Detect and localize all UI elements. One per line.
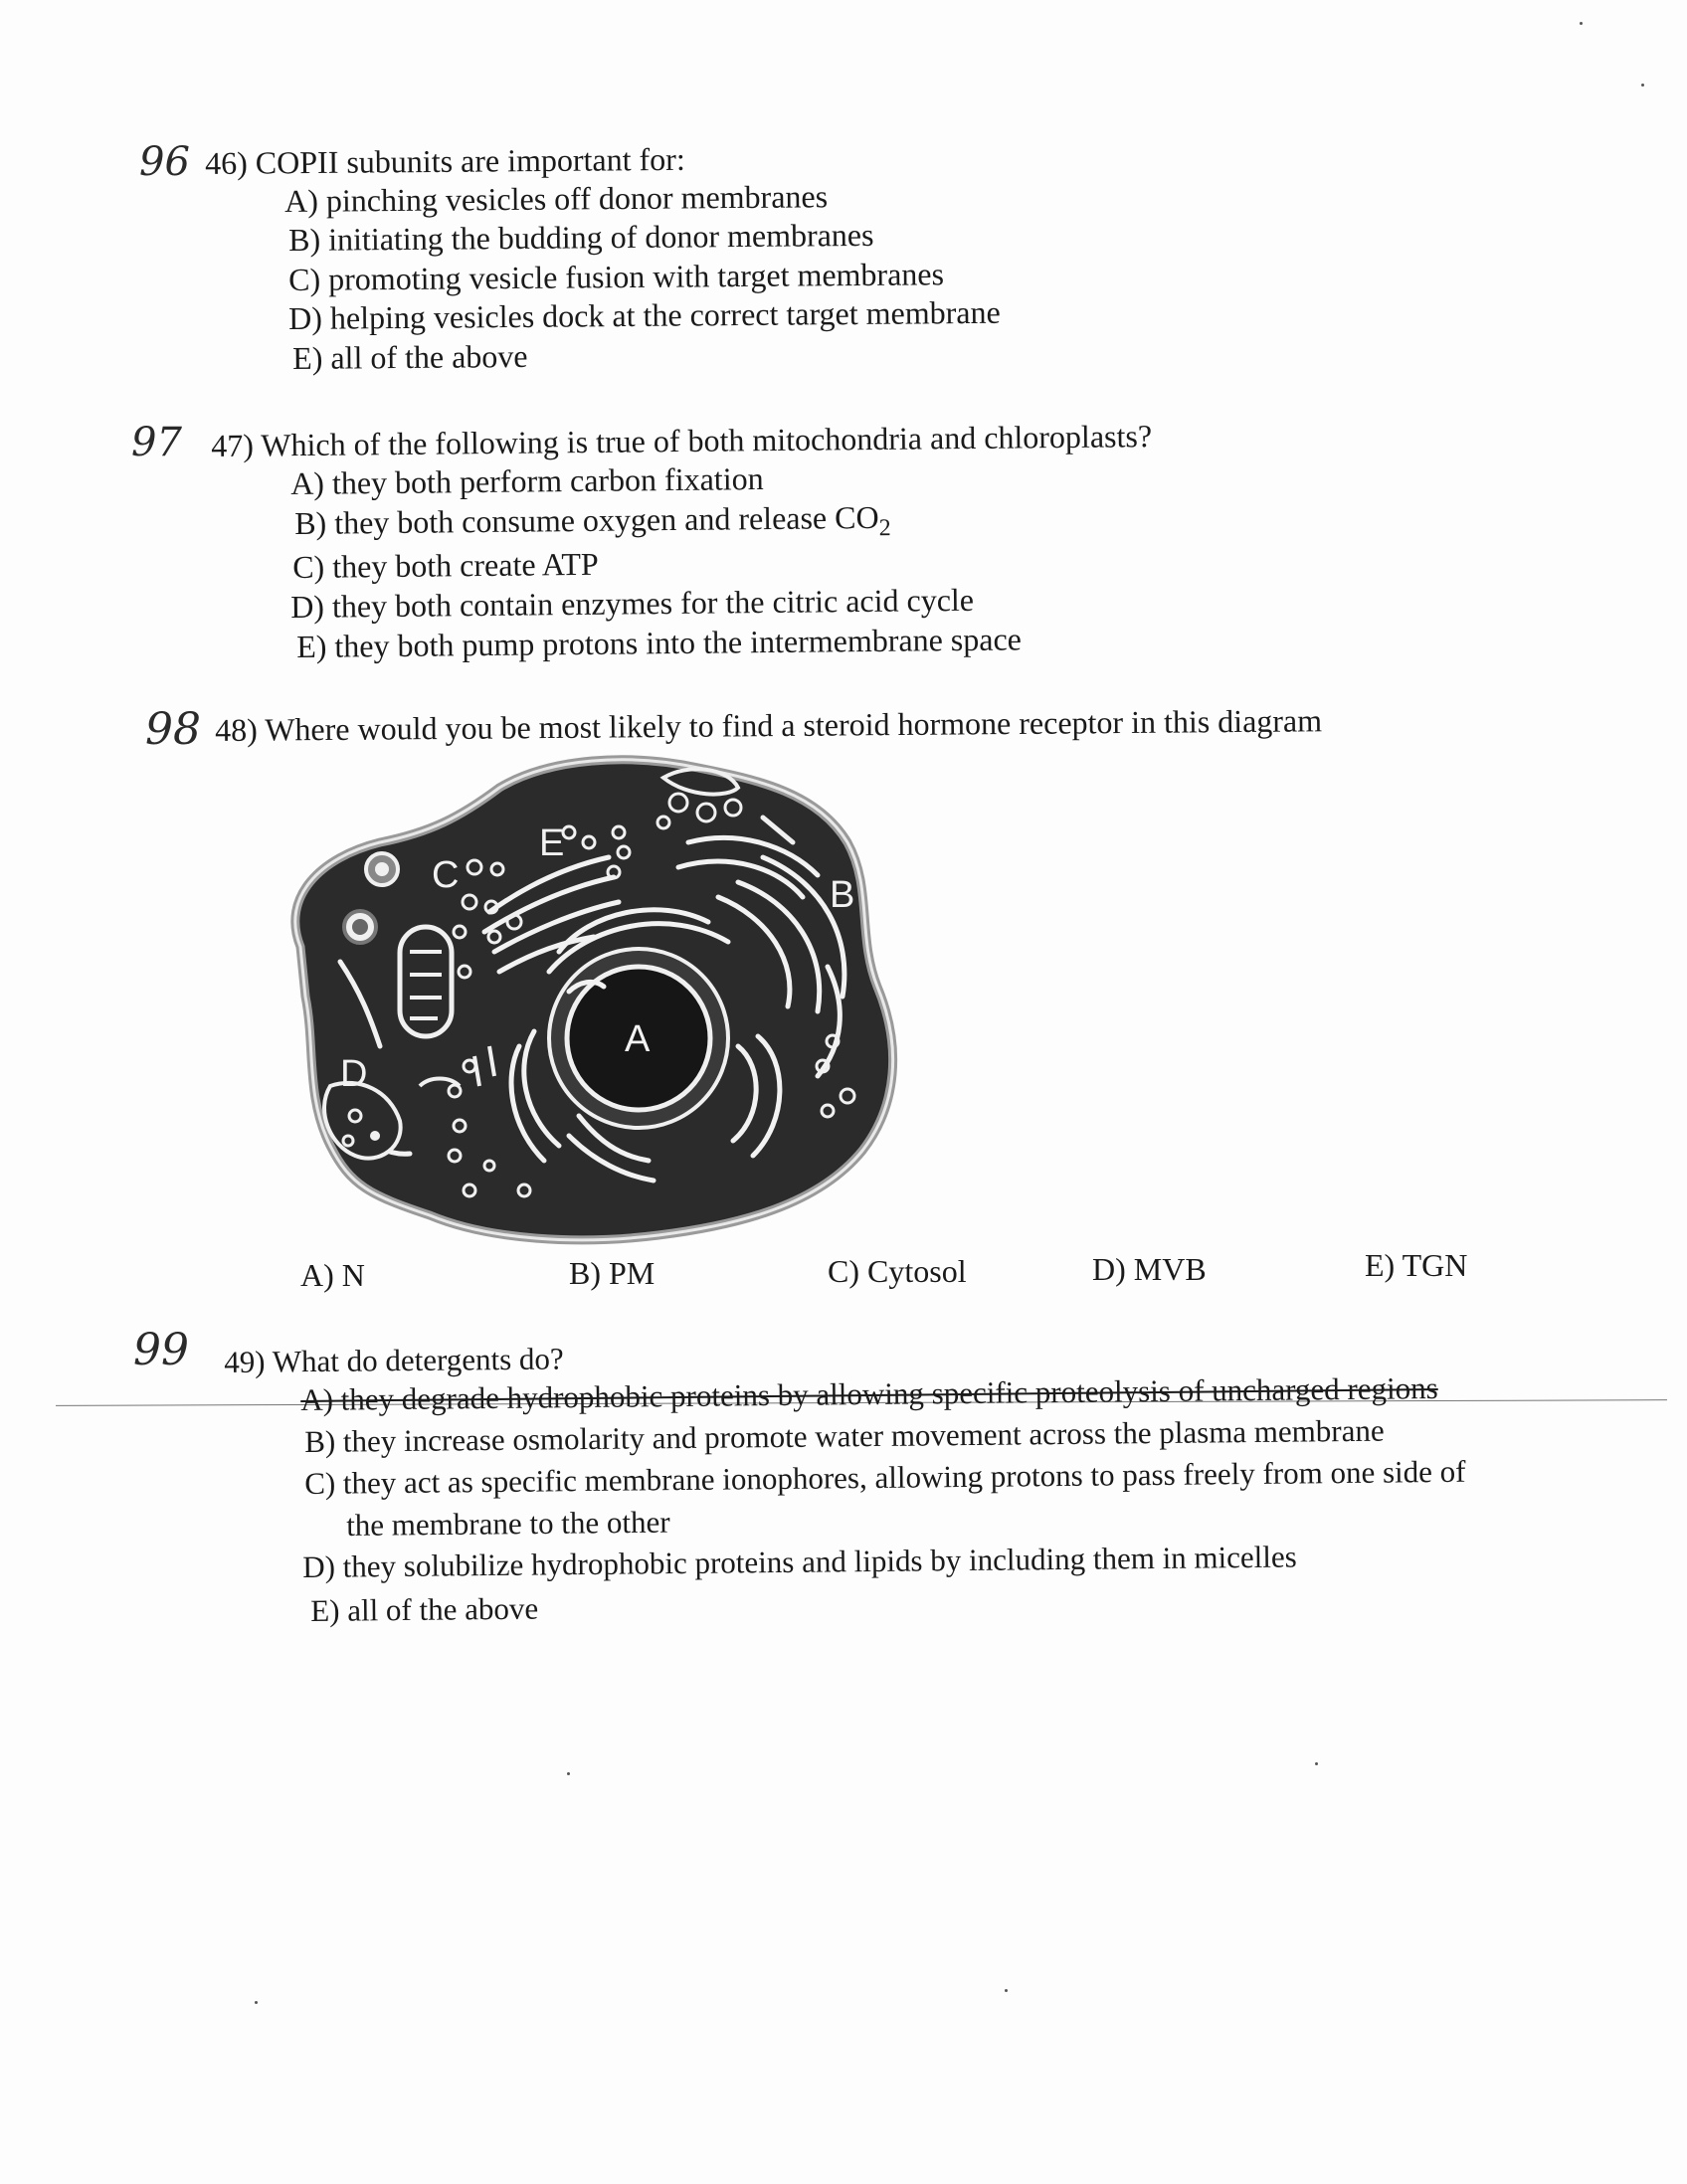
- answer-choice-e: E) TGN: [1365, 1247, 1468, 1283]
- scan-speck: [255, 2001, 258, 2004]
- diagram-label-a: A: [625, 1018, 651, 1060]
- question-49-option-c-continued: the membrane to the other: [346, 1504, 670, 1543]
- question-46-option-e: E) all of the above: [292, 337, 528, 376]
- handwritten-number-96: 96: [139, 139, 190, 185]
- diagram-label-c: C: [432, 854, 460, 896]
- question-46-option-d: D) helping vesicles dock at the correct target membrane: [288, 293, 1001, 336]
- handwritten-number-99: 99: [133, 1325, 189, 1375]
- answer-choice-b: B) PM: [569, 1255, 656, 1291]
- handwritten-number-98: 98: [145, 704, 201, 755]
- diagram-label-d: D: [340, 1053, 368, 1095]
- diagram-label-e: E: [539, 822, 565, 864]
- question-46-option-a: A) pinching vesicles off donor membranes: [284, 178, 829, 219]
- answer-choice-c: C) Cytosol: [828, 1253, 967, 1289]
- answer-choice-d: D) MVB: [1092, 1251, 1207, 1287]
- question-49-stem: 49) What do detergents do?: [224, 1341, 564, 1379]
- question-49-option-d: D) they solubilize hydrophobic proteins and lipids by including them in micelles: [302, 1539, 1297, 1584]
- scan-speck: [567, 1772, 570, 1775]
- handwritten-number-97: 97: [131, 420, 182, 465]
- scan-speck: [1580, 22, 1583, 25]
- question-47-option-e: E) they both pump protons into the intermembrane space: [296, 621, 1023, 664]
- question-46-stem: 46) COPII subunits are important for:: [205, 140, 685, 181]
- answer-choice-a: A) N: [300, 1257, 365, 1293]
- question-46-option-c: C) promoting vesicle fusion with target membranes: [288, 256, 945, 297]
- question-49-option-c: C) they act as specific membrane ionophores, allowing protons to pass freely from one side of: [304, 1453, 1466, 1501]
- question-49-option-e: E) all of the above: [310, 1590, 539, 1628]
- scan-speck: [1005, 1989, 1008, 1992]
- question-47-option-a: A) they both perform carbon fixation: [290, 460, 764, 501]
- scan-speck: [1315, 1762, 1318, 1765]
- question-47-option-d: D) they both contain enzymes for the citric acid cycle: [290, 581, 975, 625]
- question-49-option-b: B) they increase osmolarity and promote water movement across the plasma membrane: [304, 1412, 1385, 1459]
- mitochondrion: [400, 927, 452, 1036]
- question-47-stem: 47) Which of the following is true of both mitochondria and chloroplasts?: [211, 418, 1153, 463]
- question-48-stem: 48) Where would you be most likely to find a steroid hormone receptor in this diagram: [215, 702, 1323, 748]
- question-49-option-a: A) they degrade hydrophobic proteins by allowing specific proteolysis of uncharged regions: [300, 1370, 1438, 1417]
- scan-speck: [1641, 84, 1644, 87]
- cell-diagram: [261, 748, 907, 1255]
- question-46-option-b: B) initiating the budding of donor membranes: [288, 216, 874, 258]
- question-47-option-b: B) they both consume oxygen and release $CO_2$: [294, 498, 891, 542]
- diagram-label-b: B: [830, 874, 855, 916]
- question-47-option-c: C) they both create ATP: [292, 545, 599, 585]
